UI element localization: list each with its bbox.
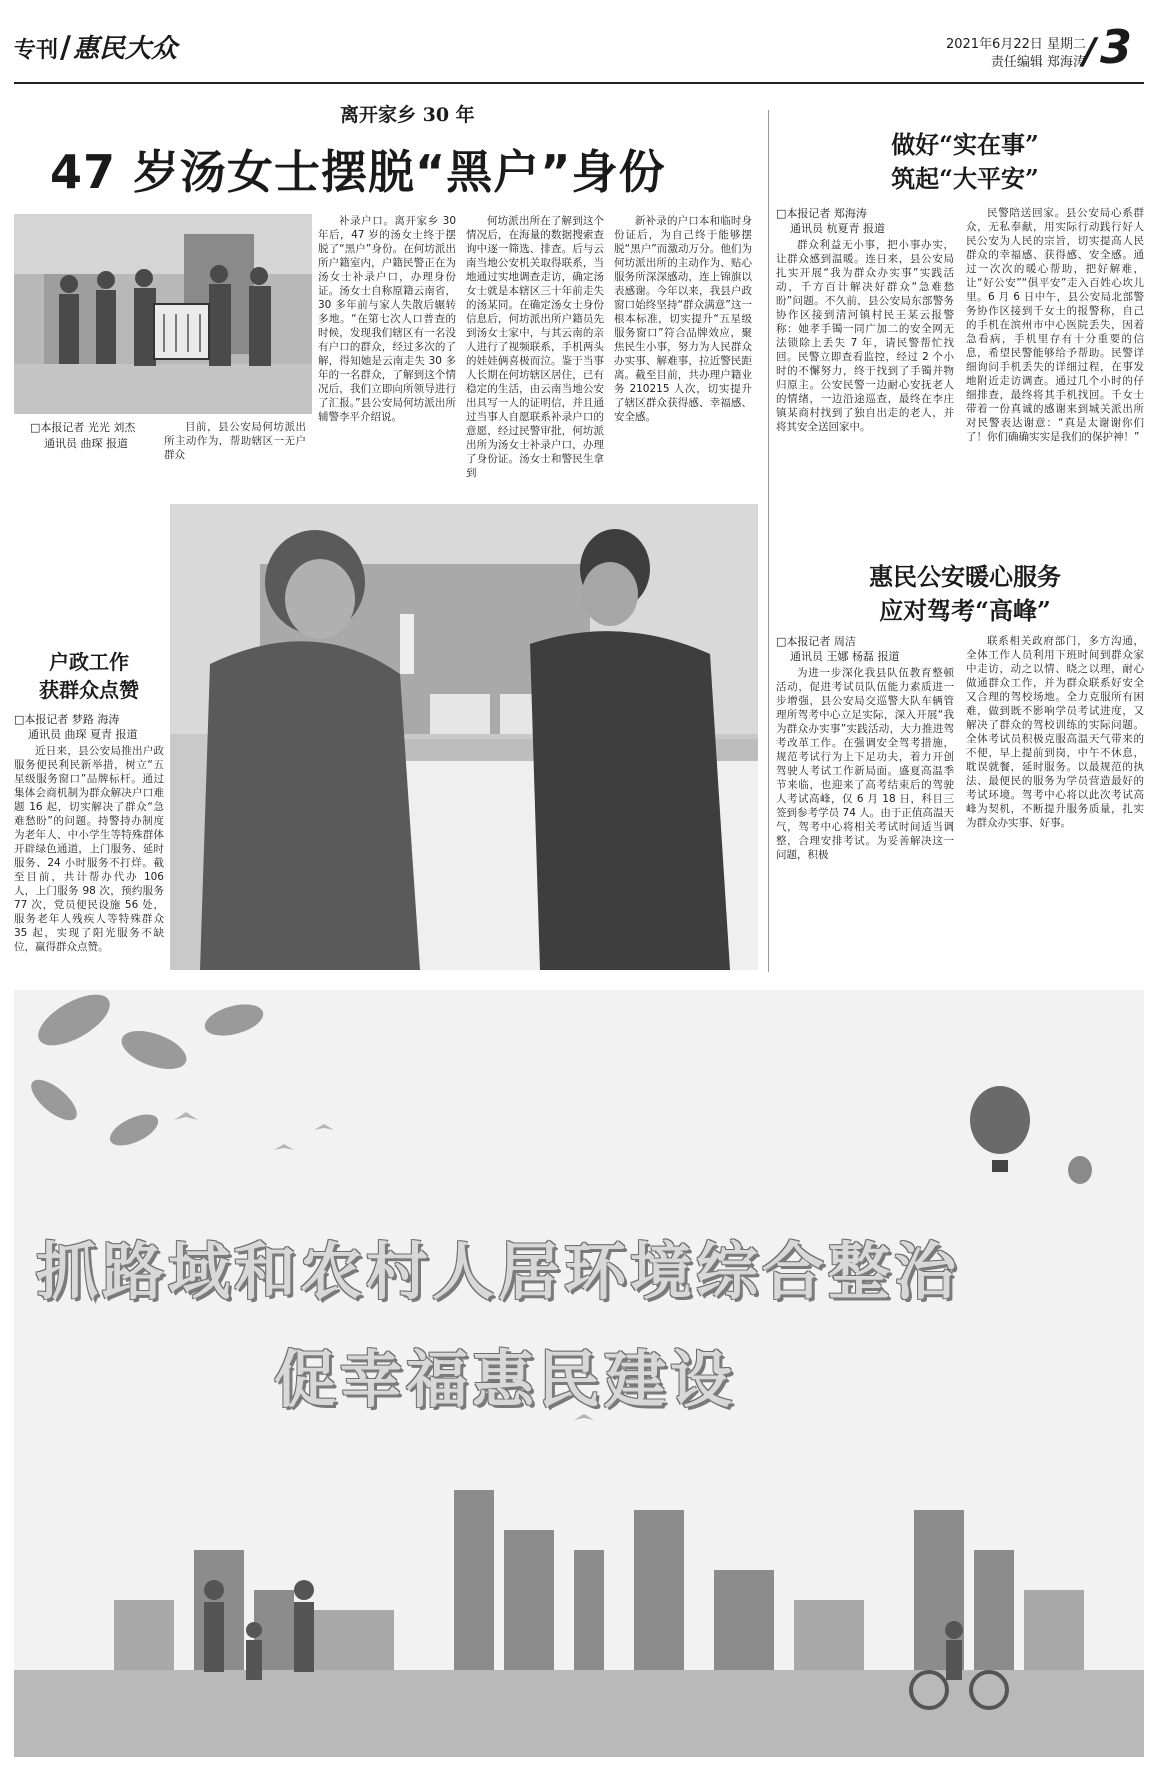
right-story-2-col2-text: 联系相关政府部门，多方沟通，全体工作人员利用下班时间到群众家中走访，动之以情、晓之以理，耐心做通群众工作，并为群众联系好安全又合理的驾校场地。全力克服所有困难，做到既不影响学员考试进度，又解决了群众的驾校训练的实际问题。全体考试员积极克服高温天气带来的不便，早上提前到岗，中午不休息，耽误就餐，延时服务。以最规范的执法、最便民的服务为学员营造最好的考试环境。驾考中心将以此次考试高峰为契机，不断提升服务质量，扎实为群众办实事、好事。 xyxy=(966,635,1144,829)
left-story-body xyxy=(14,744,164,966)
page-number xyxy=(1083,20,1132,74)
lead-col1-text: 目前，县公安局何坊派出所主动作为，帮助辖区一无户群众 xyxy=(164,421,306,461)
right-story-2-byline xyxy=(776,634,900,664)
right-story-1-column-1 xyxy=(776,238,954,568)
left-story-title-line2: 获群众点赞 xyxy=(39,678,139,702)
masthead-section xyxy=(14,28,177,65)
lead-headline: 47 岁汤女士摆脱“黑户”身份 xyxy=(50,145,666,199)
right-story-2-col1-text: 为进一步深化我县队伍教育整顿活动，促进考试员队伍能力素质进一步增强，县公安局交巡警大队车辆管理所驾考中心立足实际，深入开展“我为群众办实事”实践活动，大力推进驾考改革工作。在强调安全驾考措施，规范考试行为上下足功夫，着力开创驾驶人考试工作新局面。盛夏高温季节来临，也迎来了高考结束后的驾驶人考试高峰，仅 6 月 18 日，科目三签到参考学员 74 人。由于正值高温天气，驾考中心将相关考试时间适当调整，合理安排考试。为妥善解决这一问题，积极 xyxy=(776,667,954,861)
page-number-value: 3 xyxy=(1099,20,1132,74)
left-story-text: 近日来，县公安局推出户政服务便民利民新举措，树立“五星级服务窗口”品牌标杆。通过集体会商机制为群众解决户口难题 16 起，切实解决了群众“急难愁盼”的问题。持警持办制度为老年人、中小学生等特殊群体开辟绿色通道，上门服务、延时服务、24 小时服务不打烊。截至目前，共计帮办代办 106 人，上门服务 98 次，预约服务 77 次，党员便民设施 56 处，服务老年人残疾人等特殊群众 35 起，实现了阳光服务不缺位，赢得群众点赞。 xyxy=(14,745,164,953)
promo-banner xyxy=(14,990,1144,1757)
lead-col2-text: 补录户口。离开家乡 30 年后，47 岁的汤女士终于摆脱了“黑户”身份。在何坊派出所户籍室内，户籍民警正在为汤女士补录户口，办理身份证。汤女士自称原籍云南省，30 多年前与家人失散后辗转多地。“在第七次人口普查的时候，发现我们辖区有一名没有户口的群众，经过多次的了解，得知她是云南走失 30 多年的一名群众，了解到这个情况后，我们立即向所领导进行了汇报。”县公安局何坊派出所辅警李平介绍说。 xyxy=(318,215,456,423)
banner-line-2: 促幸福惠民建设 xyxy=(274,1343,737,1416)
lead-column-4 xyxy=(614,214,752,464)
column-divider xyxy=(768,110,769,972)
header-rule xyxy=(14,82,1144,84)
left-story-byline xyxy=(14,712,164,742)
lead-col4-text: 新补录的户口本和临时身份证后，为自己终于能够摆脱“黑户”而激动万分。他们为何坊派出所的主动作为、贴心服务所深深感动，连上锦旗以表感谢。今年以来，我县户政窗口始终坚持“群众满意”这一根本标准，切实提升“五星级服务窗口”符合品牌效应，聚焦民生小事，努力为人民群众办实事、解难事，拉近警民距离。截至目前，共办理户籍业务 210215 人次，切实提升了辖区群众获得感、幸福感、安全感。 xyxy=(614,215,752,423)
lead-kicker: 离开家乡 30 年 xyxy=(340,104,475,126)
lead-column-1 xyxy=(164,420,306,460)
right-story-1-col2-text: 民警陪送回家。县公安局心系群众，无私奉献，用实际行动践行好人民公安为人民的宗旨，切实提高人民群众的幸福感、获得感、安全感。通过一次次的暖心帮助，把好解难，让“好公安”“俱平安”走入百姓心坎儿里。6 月 6 日中午，县公安局北部警务协作区接到千女士的报警称，自己的手机在滨州市中心医院丢失，因着急看病，手机里存有十分重要的信息，希望民警能够给予帮助。民警详细询问手机丢失的详细过程，在事发地附近走访调查。通过几个小时的仔细排查，最终将其手机找回。千女士带着一份真诚的感谢来到城关派出所对民警表达谢意：“真是太谢谢你们了！你们确确实实是我们的保护神！” xyxy=(966,207,1144,443)
lead-column-3 xyxy=(466,214,604,479)
lead-photo-illustration xyxy=(14,214,312,414)
right-story-1-title xyxy=(790,128,1140,196)
paper-name: 惠民大众 xyxy=(72,34,177,64)
byline-correspondent: 通讯员 杭夏青 报道 xyxy=(790,222,885,235)
credit-reporter: □本报记者 光光 刘杰 xyxy=(30,421,136,434)
byline-reporter: □本报记者 周洁 xyxy=(776,635,856,648)
lead-column-2 xyxy=(318,214,456,464)
right-story-1-title-line2: 筑起“大平安” xyxy=(891,164,1039,193)
byline-reporter: □本报记者 郑海涛 xyxy=(776,207,867,220)
right-story-2-column-1 xyxy=(776,666,954,966)
lead-photo xyxy=(14,214,312,414)
right-story-1-column-2 xyxy=(966,206,1144,568)
byline-correspondent: 通讯员 曲琛 夏青 报道 xyxy=(28,728,138,741)
right-story-2-title-line1: 惠民公安暖心服务 xyxy=(869,562,1061,591)
right-story-1-title-line1: 做好“实在事” xyxy=(891,130,1039,159)
issue-date: 2021年6月22日 星期二 xyxy=(945,37,1086,52)
mid-photo xyxy=(170,504,758,970)
left-story-title xyxy=(14,648,164,704)
lead-col3-text: 何坊派出所在了解到这个情况后，在海量的数据搜索查询中逐一筛选、排查。后与云南当地公安机关取得联系，当地通过实地调查走访，确定汤女士就是本辖区三十年前走失的汤某同。在确定汤女士身份信息后，何坊派出所户籍员先到汤女士家中，与其云南的亲人进行了视频联系，手机两头的娃娃俩喜极而泣。鉴于当事人长期在何坊辖区居住，已有稳定的生活，由云南当地公安出具写一人的证明信，并且通过当事人自愿联系补录户口的意愿，经过民警审批，何坊派出所为汤女士补录户口，办理了身份证。汤女士和警民生拿到 xyxy=(466,215,604,479)
issue-info xyxy=(946,36,1086,72)
lead-photo-credit xyxy=(30,420,135,452)
section-label: 专刊 xyxy=(14,37,59,63)
byline-reporter: □本报记者 梦路 海涛 xyxy=(14,713,120,726)
right-story-1-byline xyxy=(776,206,885,236)
credit-correspondent: 通讯员 曲琛 报道 xyxy=(44,437,128,450)
right-story-2-column-2 xyxy=(966,634,1144,966)
mid-photo-illustration xyxy=(170,504,758,970)
right-story-2-title xyxy=(790,560,1140,628)
slash-divider: / xyxy=(1082,31,1096,72)
left-story-title-line1: 户政工作 xyxy=(49,650,129,674)
banner-line-1: 抓路域和农村人居环境综合整治 xyxy=(36,1235,961,1308)
byline-correspondent: 通讯员 王娜 杨磊 报道 xyxy=(790,650,900,663)
right-story-2-title-line2: 应对驾考“高峰” xyxy=(879,596,1051,625)
slash-divider: / xyxy=(60,30,71,65)
editor-credit: 责任编辑 郑海涛 xyxy=(990,55,1086,70)
right-story-1-col1-text: 群众利益无小事，把小事办实，让群众感到温暖。连日来，县公安局扎实开展“我为群众办实事”实践活动，千方百计解决好群众“急难愁盼”问题。不久前，县公安局东部警务协作区接到清河镇村民王某云报警称：她孝手镯一同广加二的安全网无法锁除上丢失 7 年，请民警帮忙找回。民警立即查看监控，经过 2 个小时的不懈努力，终于找到了手镯并物归原主。公安民警一边耐心安抚老人的情绪，一边沿途巡查，最终在李庄镇某商村找到了独自出走的老人，并将其安全送回家中。 xyxy=(776,239,954,433)
